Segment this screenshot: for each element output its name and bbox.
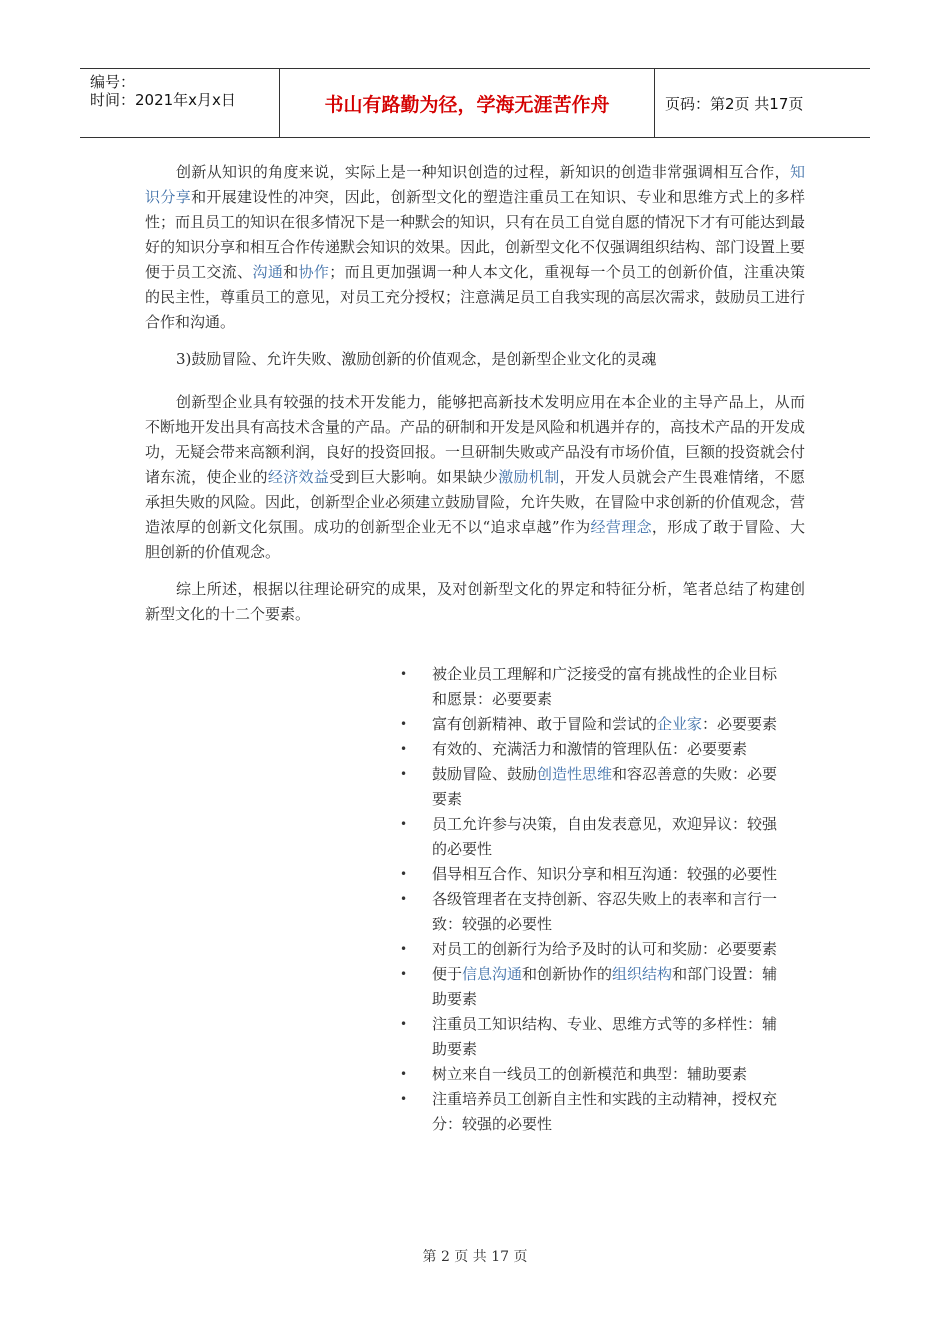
list-item-text: 员工允许参与决策，自由发表意见，欢迎异议：较强的必要性 (432, 815, 778, 858)
list-item (400, 1012, 785, 1062)
text-run: 创新型企业具有较强的技术开发能力，能够把高新技术发明应用在本企业的主导产品上，从而不断地开发出具有高技术含量的产品。产品的研制和开发是风险和机遇并存的，高技术产品的开发成功，无疑会带来高额利润，良好的投资回报。一旦研制失败或产品没有市场价值，巨额的投资就会付诸东流，使企业的 (145, 393, 806, 486)
text-run: ，开发人员就会产生畏难情绪，不愿承担失败的风险。因此，创新型企业必须建立鼓励冒险，允许失败，在冒险中求创新的价值观念，营造浓厚的创新文化氛围。成功的创新型企业无不以“追求卓越”作为 (145, 468, 806, 536)
header-meta (80, 69, 280, 137)
list-item-text: 注重员工知识结构、专业、思维方式等的多样性：辅助要素 (432, 1015, 778, 1058)
list-item-text: 富有创新精神、敢于冒险和尝试的 (432, 715, 658, 733)
twelve-elements-list (400, 662, 785, 1137)
header-table (80, 68, 870, 138)
list-item (400, 737, 785, 762)
section-heading-3: 3)鼓励冒险、允许失败、激励创新的价值观念，是创新型企业文化的灵魂 (176, 350, 657, 368)
list-item-link[interactable]: 组织结构 (612, 965, 673, 983)
list-item-text: 树立来自一线员工的创新模范和典型：辅助要素 (432, 1065, 748, 1083)
bullet-icon: • (400, 942, 408, 956)
doc-number-label: 编号： (90, 73, 136, 91)
list-item-text: 鼓励冒险、鼓励 (432, 765, 538, 783)
list-item-link[interactable]: 企业家 (657, 715, 703, 733)
list-item-text: ：必要要素 (702, 715, 778, 733)
bullet-icon: • (400, 867, 408, 881)
doc-date: 时间：2021年x月x日 (90, 91, 236, 109)
header-page-info: 页码：第2页 共17页 (665, 94, 804, 113)
text-run: 和 (283, 263, 299, 281)
paragraph-knowledge (145, 160, 805, 335)
list-item (400, 712, 785, 737)
bullet-icon: • (400, 767, 408, 781)
list-item (400, 962, 785, 1012)
list-item-text: 和容忍善意的失败：必要要素 (432, 765, 778, 808)
paragraph-summary: 综上所述，根据以往理论研究的成果，及对创新型文化的界定和特征分析，笔者总结了构建创新型文化的十二个要素。 (145, 580, 805, 623)
list-item-text: 便于 (432, 965, 463, 983)
list-item-text: 注重培养员工创新自主性和实践的主动精神，授权充分：较强的必要性 (432, 1090, 778, 1133)
list-item (400, 887, 785, 937)
list-item (400, 662, 785, 712)
bullet-icon: • (400, 817, 408, 831)
text-run: ，形成了敢于冒险、大胆创新的价值观念。 (145, 518, 805, 561)
bullet-icon: • (400, 1067, 408, 1081)
list-item-text: 和创新协作的 (522, 965, 613, 983)
bullet-icon: • (400, 1017, 408, 1031)
link-knowledge-sharing[interactable]: 知识分享 (145, 163, 805, 206)
list-item (400, 1087, 785, 1137)
text-run: ；而且更加强调一种人本文化，重视每一个员工的创新价值，注重决策的民主性，尊重员工的意见，对员工充分授权；注意满足员工自我实现的高层次需求，鼓励员工进行合作和沟通。 (145, 263, 806, 331)
paragraph-risk (145, 390, 805, 565)
bullet-icon: • (400, 967, 408, 981)
link-collaboration[interactable]: 协作 (298, 263, 330, 281)
bullet-icon: • (400, 742, 408, 756)
link-business-philosophy[interactable]: 经营理念 (590, 518, 652, 536)
header-motto: 书山有路勤为径，学海无涯苦作舟 (280, 69, 655, 137)
bullet-icon: • (400, 717, 408, 731)
list-item (400, 1062, 785, 1087)
body-content (145, 160, 805, 639)
link-incentive-mechanism[interactable]: 激励机制 (498, 468, 560, 486)
list-item-text: 被企业员工理解和广泛接受的富有挑战性的企业目标和愿景：必要要素 (432, 665, 778, 708)
list-item (400, 937, 785, 962)
list-item-text: 倡导相互合作、知识分享和相互沟通：较强的必要性 (432, 865, 778, 883)
link-economic-benefit[interactable]: 经济效益 (267, 468, 330, 486)
list-item-link[interactable]: 创造性思维 (537, 765, 613, 783)
list-item (400, 812, 785, 862)
list-item-text: 和部门设置：辅助要素 (432, 965, 778, 1008)
page-footer: 第 2 页 共 17 页 (422, 1249, 528, 1265)
list-item (400, 762, 785, 812)
list-item-text: 有效的、充满活力和激情的管理队伍：必要要素 (432, 740, 748, 758)
bullet-icon: • (400, 667, 408, 681)
text-run: 受到巨大影响。如果缺少 (329, 468, 499, 486)
list-item-text: 对员工的创新行为给予及时的认可和奖励：必要要素 (432, 940, 778, 958)
text-run: 创新从知识的角度来说，实际上是一种知识创造的过程，新知识的创造非常强调相互合作， (176, 163, 790, 181)
bullet-icon: • (400, 892, 408, 906)
bullet-icon: • (400, 1092, 408, 1106)
list-item-link[interactable]: 信息沟通 (462, 965, 523, 983)
list-item (400, 862, 785, 887)
link-communication[interactable]: 沟通 (252, 263, 284, 281)
text-run: 和开展建设性的冲突，因此，创新型文化的塑造注重员工在知识、专业和思维方式上的多样性；而且员工的知识在很多情况下是一种默会的知识，只有在员工自觉自愿的情况下才有可能达到最好的知识分享和相互合作传递默会知识的效果。因此，创新型文化不仅强调组织结构、部门设置上要便于员工交流、 (145, 188, 806, 281)
list-item-text: 各级管理者在支持创新、容忍失败上的表率和言行一致：较强的必要性 (432, 890, 778, 933)
